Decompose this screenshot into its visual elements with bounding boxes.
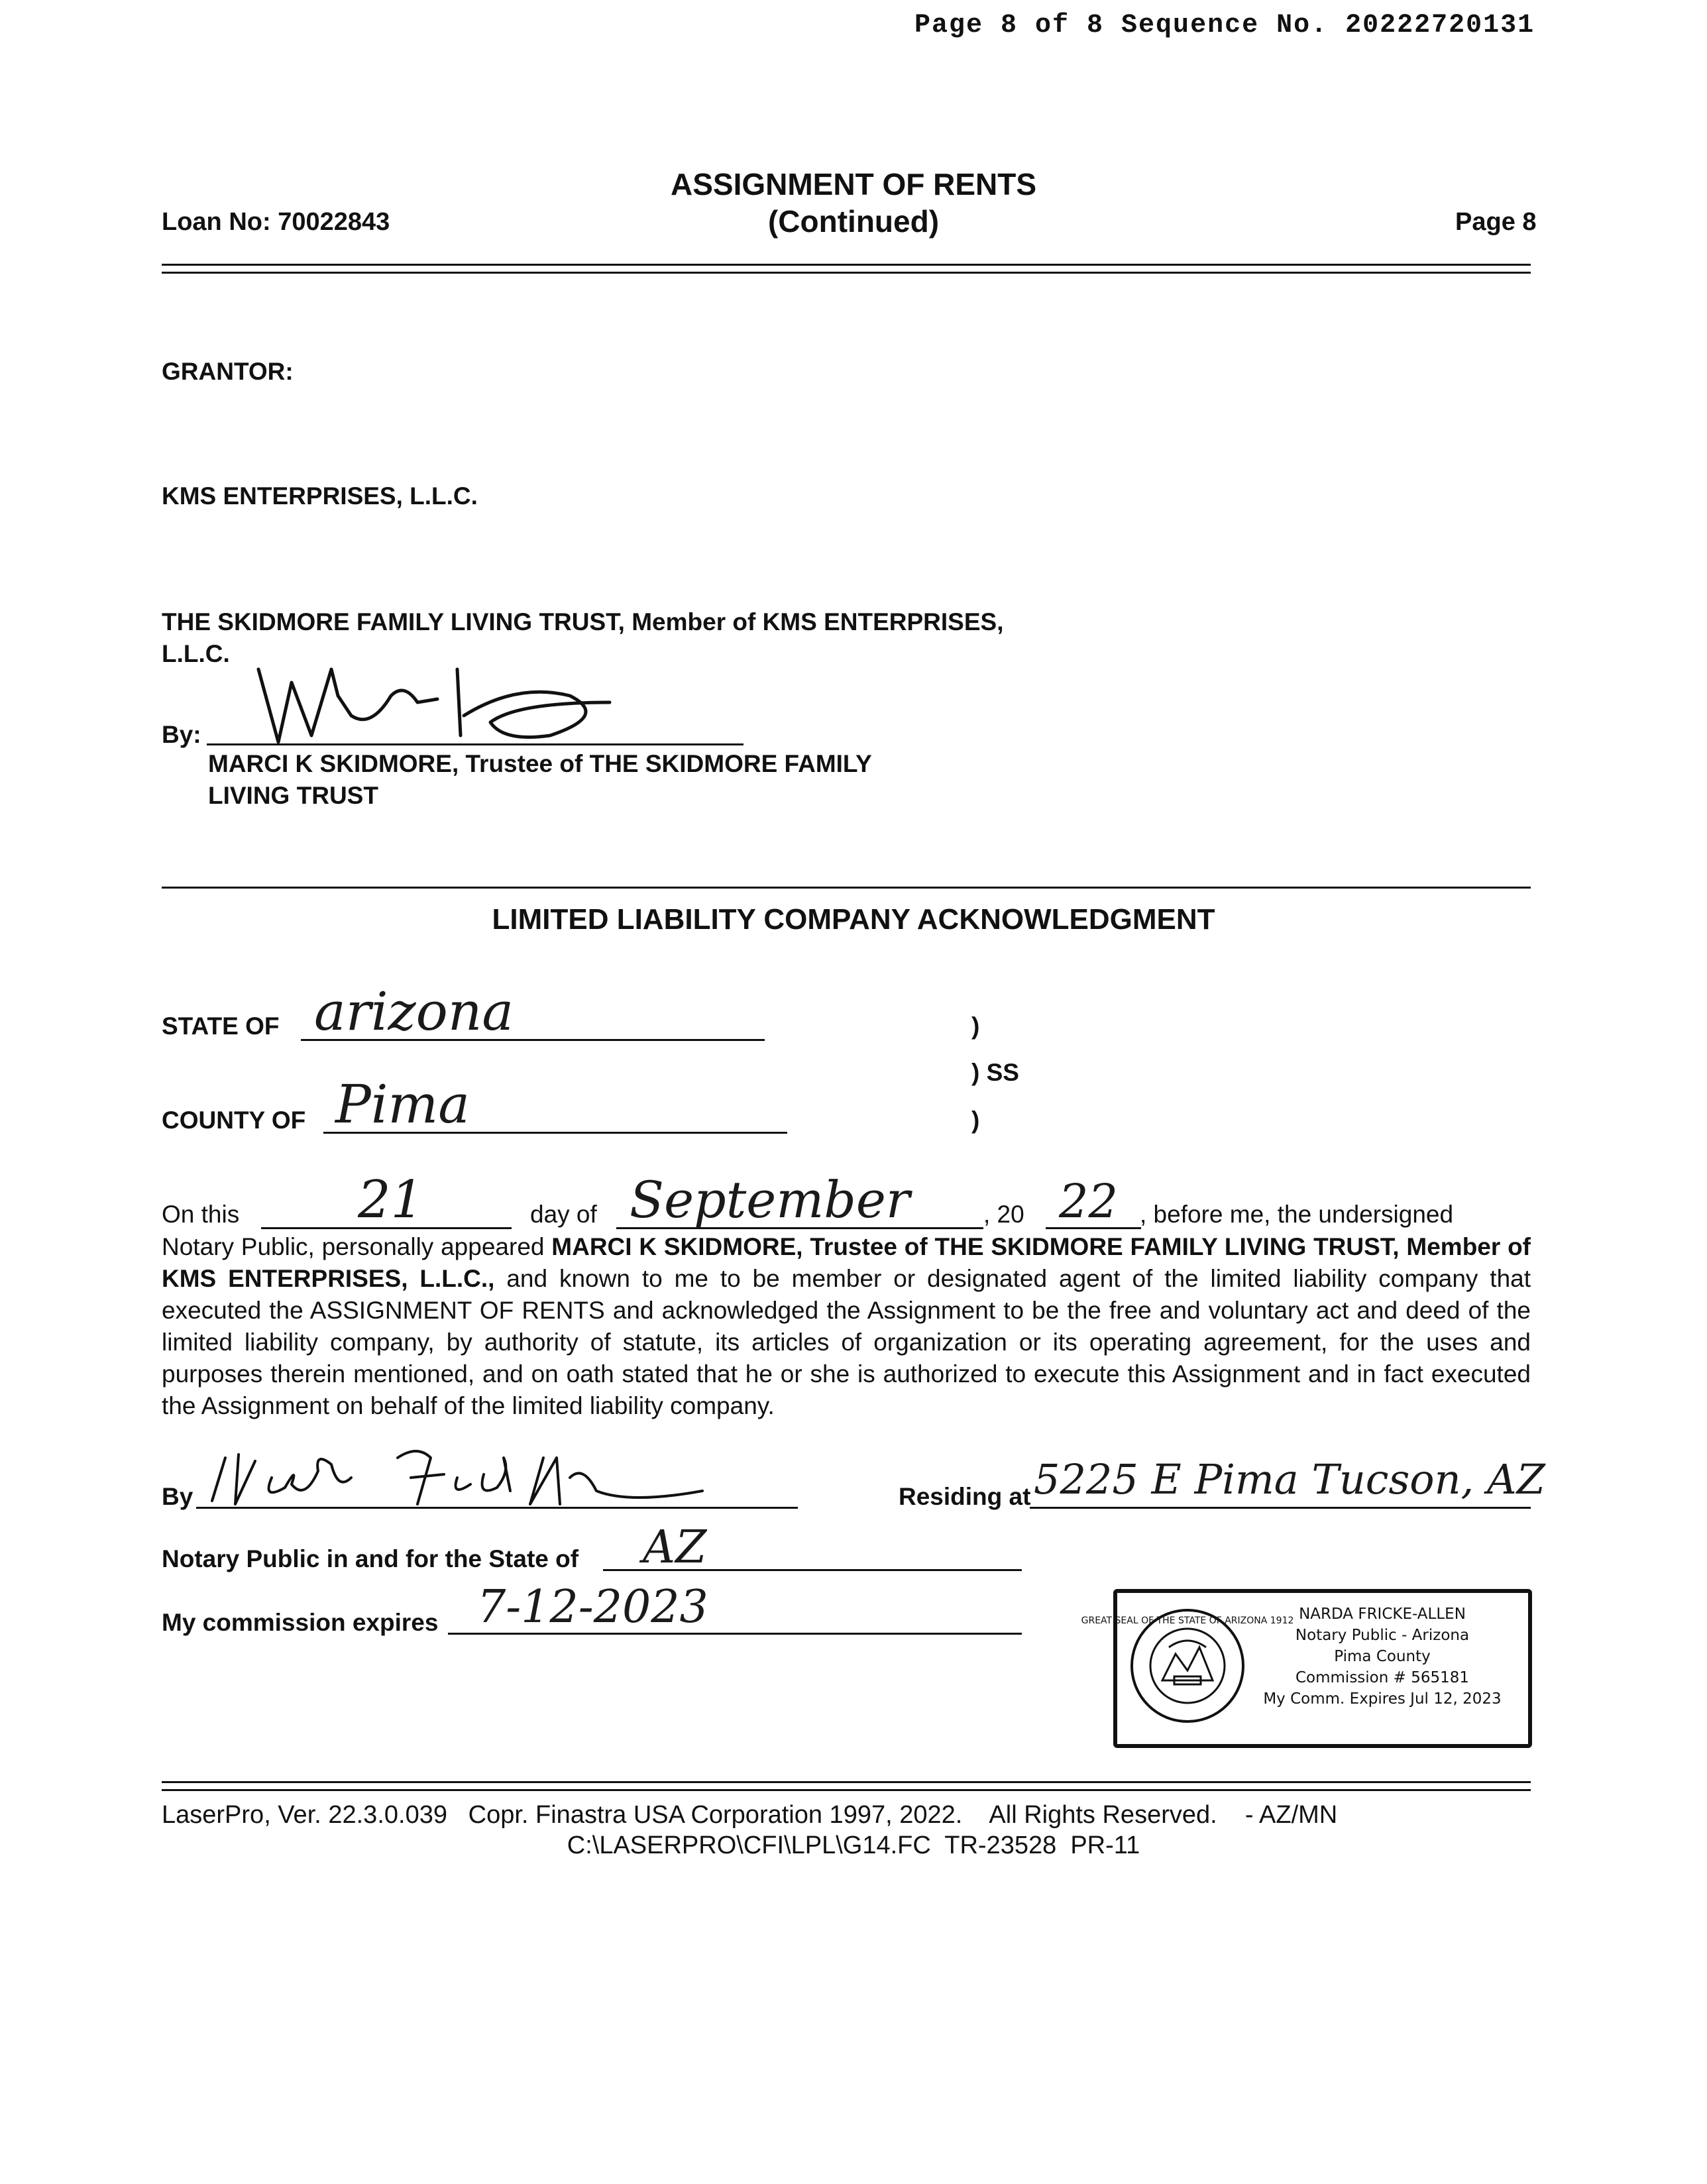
- grantor-company: KMS ENTERPRISES, L.L.C.: [162, 482, 478, 510]
- notary-by-label: By: [162, 1483, 193, 1510]
- year-value: 22: [1059, 1174, 1119, 1228]
- state-label: STATE OF: [162, 1012, 280, 1040]
- notary-state-label: Notary Public in and for the State of: [162, 1545, 579, 1572]
- grantor-label: GRANTOR:: [162, 358, 294, 385]
- document-subtitle: (Continued): [767, 204, 940, 239]
- footer-line-2: C:\LASERPRO\CFI\LPL\G14.FC TR-23528 PR-11: [567, 1831, 1140, 1859]
- signer-name-line1: MARCI K SKIDMORE, Trustee of THE SKIDMORE FAMILY: [208, 750, 872, 777]
- paren-1: ): [971, 1012, 980, 1040]
- month-value: September: [630, 1170, 910, 1229]
- stamp-line-2: Notary Public - Arizona: [1295, 1627, 1470, 1644]
- grantor-member-line2: L.L.C.: [162, 640, 230, 667]
- residing-label: Residing at: [899, 1483, 1031, 1510]
- header-divider-top: [162, 264, 1531, 266]
- page-number: Page 8: [1455, 208, 1537, 236]
- body-text-1: Notary Public, personally appeared: [162, 1233, 552, 1260]
- footer-line-1: LaserPro, Ver. 22.3.0.039 Copr. Finastra USA Corporation 1997, 2022. All Rights Reserved. - AZ/MN: [162, 1801, 1338, 1829]
- loan-number: Loan No: 70022843: [162, 208, 390, 236]
- state-value: arizona: [314, 981, 514, 1042]
- notary-state-value: AZ: [643, 1521, 707, 1574]
- stamp-line-3: Pima County: [1334, 1648, 1431, 1665]
- stamp-line-4: Commission # 565181: [1295, 1669, 1470, 1686]
- commission-value: 7-12-2023: [477, 1581, 708, 1633]
- stamp-line-5: My Comm. Expires Jul 12, 2023: [1263, 1690, 1502, 1708]
- day-of-label: day of: [530, 1201, 597, 1228]
- notary-signature: [199, 1438, 742, 1517]
- county-label: COUNTY OF: [162, 1107, 306, 1134]
- ss-label: ) SS: [971, 1059, 1019, 1086]
- acknowledgment-title: LIMITED LIABILITY COMPANY ACKNOWLEDGMENT: [492, 903, 1215, 936]
- header-divider-bottom: [162, 272, 1531, 274]
- county-value: Pima: [335, 1073, 470, 1135]
- notary-stamp: [1081, 1589, 1532, 1748]
- before-me-text: , before me, the undersigned: [1140, 1201, 1454, 1228]
- acknowledgment-body: [162, 1231, 1531, 1422]
- by-label: By:: [162, 721, 201, 748]
- section-divider: [162, 887, 1531, 889]
- grantor-member-line1: THE SKIDMORE FAMILY LIVING TRUST, Member of KMS ENTERPRISES,: [162, 608, 1004, 635]
- arizona-seal-icon: [1081, 1608, 1294, 1724]
- body-text-2: and known to me to be member or designated agent of the limited liability company that executed the ASSIGNMENT OF RENTS and acknowledged the Assignment to be the free and voluntary act and deed of the limited liability company, by authority of statute, its articles of organization or its operating agreement, for the uses and purposes therein mentioned, and on oath stated that he or she is authorized to execute this Assignment and in fact executed the Assignment on behalf of the limited liability company.: [162, 1265, 1531, 1419]
- sequence-header: Page 8 of 8 Sequence No. 20222720131: [914, 11, 1535, 40]
- seal-text: GREAT SEAL OF THE STATE OF ARIZONA 1912: [1081, 1615, 1294, 1626]
- residing-field-line: [1030, 1507, 1531, 1509]
- grantor-signature: [239, 656, 663, 755]
- signer-name-line2: LIVING TRUST: [208, 782, 378, 809]
- residing-value: 5225 E Pima Tucson, AZ: [1034, 1455, 1545, 1503]
- paren-3: ): [971, 1107, 980, 1134]
- year-prefix: , 20: [983, 1201, 1024, 1228]
- day-value: 21: [358, 1170, 424, 1230]
- stamp-name: NARDA FRICKE-ALLEN: [1299, 1606, 1466, 1623]
- footer-divider-bottom: [162, 1789, 1531, 1791]
- footer-divider-top: [162, 1781, 1531, 1783]
- on-this-label: On this: [162, 1201, 240, 1228]
- body-text-bold: MARCI K SKIDMORE, Trustee of THE SKIDMORE FAMILY LIVING TRUST, Member of KMS ENTERPRISES, L.L.C.,: [162, 1233, 1531, 1292]
- document-title: ASSIGNMENT OF RENTS: [670, 167, 1037, 201]
- commission-label: My commission expires: [162, 1609, 439, 1636]
